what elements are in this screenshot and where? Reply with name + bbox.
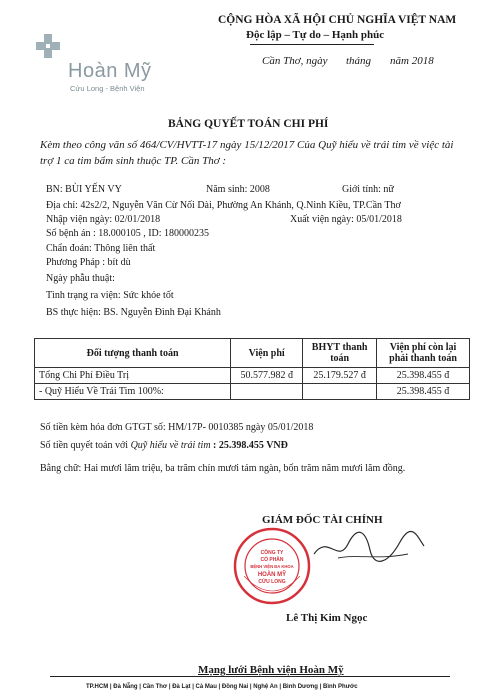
handwritten-signature (308, 524, 428, 574)
column-header: Đối tượng thanh toán (35, 339, 231, 368)
nation-header: CỘNG HÒA XÃ HỘI CHỦ NGHĨA VIỆT NAM (218, 14, 457, 26)
table-header-row (35, 339, 470, 368)
payment-table (34, 338, 470, 400)
motto-underline (250, 44, 374, 45)
svg-text:CÔNG TY: CÔNG TY (260, 550, 284, 556)
admission-date: Nhập viện ngày: 02/01/2018 (46, 214, 161, 225)
hospital-cross-icon (36, 34, 60, 58)
total-line (40, 440, 288, 451)
table-cell (303, 384, 377, 400)
footer-title: Mạng lưới Bệnh viện Hoàn Mỹ (198, 664, 344, 676)
table-cell: 25.398.455 đ (377, 384, 470, 400)
total-fund: Quỹ hiểu về trái tim (130, 440, 211, 451)
place-month: tháng (346, 55, 372, 67)
svg-text:CỔ PHẦN: CỔ PHẦN (260, 557, 284, 563)
column-header: Viện phí còn lại phải thanh toán (377, 339, 470, 368)
place-city: Cần Thơ, ngày (262, 55, 328, 67)
total-prefix: Số tiền quyết toán với (40, 440, 129, 451)
svg-text:BỆNH VIỆN ĐA KHOA: BỆNH VIỆN ĐA KHOA (250, 564, 294, 569)
discharge-date: Xuất viện ngày: 05/01/2018 (290, 214, 402, 225)
table-row (35, 368, 470, 384)
footer-locations: TP.HCM | Đà Nẵng | Cần Thơ | Đà Lạt | Cà Mau | Đồng Nai | Nghệ An | Bình Dương | Bình Phước (86, 684, 358, 690)
motto: Độc lập – Tự do – Hạnh phúc (246, 29, 385, 41)
total-value: : 25.398.455 VNĐ (213, 440, 288, 451)
table-cell: 25.398.455 đ (377, 368, 470, 384)
footer-divider (50, 676, 450, 677)
table-cell: 50.577.982 đ (231, 368, 303, 384)
place-year: năm 2018 (390, 55, 434, 67)
table-cell: - Quỹ Hiểu Về Trái Tim 100%: (35, 384, 231, 400)
company-stamp (232, 526, 312, 606)
column-header: BHYT thanh toán (303, 339, 377, 368)
table-cell: 25.179.527 đ (303, 368, 377, 384)
signer-name: Lê Thị Kim Ngọc (286, 612, 368, 624)
record-number: Số bệnh án : 18.000105 , ID: 180000235 (46, 228, 210, 239)
signature-title: GIÁM ĐỐC TÀI CHÍNH (262, 514, 383, 526)
patient-gender: Giới tính: nữ (342, 184, 394, 195)
diagnosis: Chẩn đoán: Thông liên thất (46, 243, 156, 254)
table-row (35, 384, 470, 400)
surgery-date: Ngày phẫu thuật: (46, 273, 115, 284)
table-cell: Tổng Chi Phí Điều Trị (35, 368, 231, 384)
reference-paragraph: Kèm theo công văn số 464/CV/HVTT-17 ngày 15/12/2017 Của Quỹ hiểu về trái tim về việc tài trợ 1 ca tim bẩm sinh thuộc TP. Cần Thơ : (40, 139, 454, 167)
document-title: BẢNG QUYẾT TOÁN CHI PHÍ (168, 118, 329, 130)
logo-subtitle: Cửu Long - Bệnh Viện (70, 84, 145, 93)
patient-birth-year: Năm sinh: 2008 (206, 184, 270, 195)
discharge-status: Tình trạng ra viện: Sức khỏe tốt (46, 290, 174, 301)
svg-text:CỬU LONG: CỬU LONG (258, 579, 286, 585)
treatment-method: Phương Pháp : bít dù (46, 257, 131, 268)
patient-name: BN: BÙI YẾN VY (46, 184, 122, 195)
column-header: Viện phí (231, 339, 303, 368)
logo-name: Hoàn Mỹ (68, 60, 152, 82)
doctor: BS thực hiện: BS. Nguyễn Đình Đại Khánh (46, 307, 221, 318)
invoice-line: Số tiền kèm hóa đơn GTGT số: HM/17P- 0010385 ngày 05/01/2018 (40, 422, 314, 433)
svg-text:HOÀN MỸ: HOÀN MỸ (257, 572, 287, 578)
table-cell (231, 384, 303, 400)
amount-in-words: Bằng chữ: Hai mươi lăm triệu, ba trăm chín mươi tám ngàn, bốn trăm năm mươi lăm đồng. (40, 463, 406, 474)
patient-address: Địa chỉ: 42s2/2, Nguyễn Văn Cừ Nối Dài, Phường An Khánh, Q.Ninh Kiều, TP.Cần Thơ (46, 200, 401, 211)
